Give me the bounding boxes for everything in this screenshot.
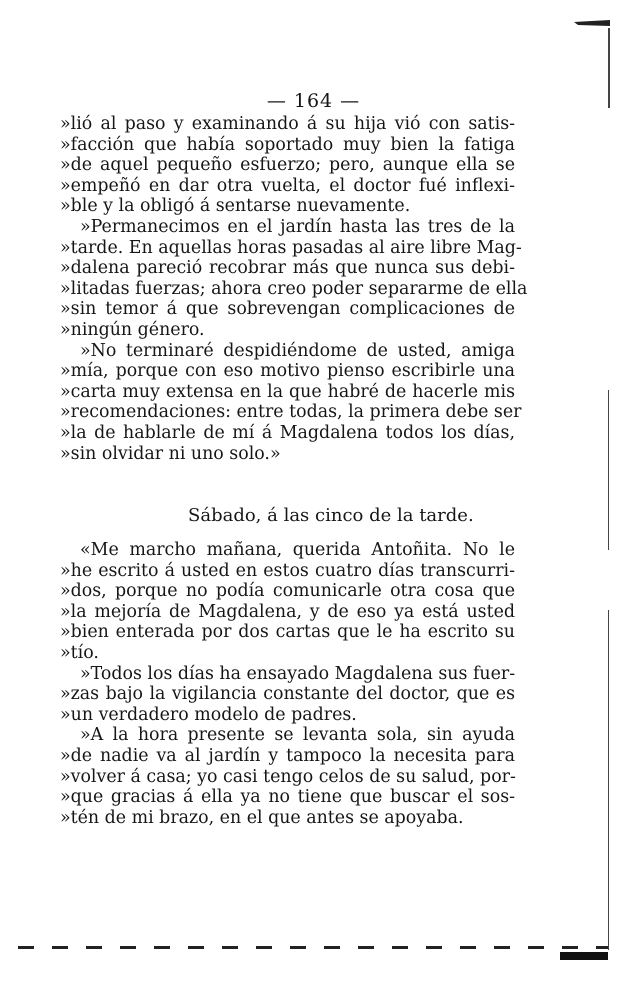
text-line: »tío.	[60, 642, 99, 663]
text-line: »empeñó en dar otra vuelta, el doctor fué inflexi-	[60, 175, 515, 196]
page-edge-corner	[574, 20, 610, 30]
text-line: »sin olvidar ni uno solo.»	[60, 443, 281, 464]
text-line: »tén de mi brazo, en el que antes se apoyaba.	[60, 807, 464, 828]
page-edge-line-middle	[608, 390, 609, 550]
text-line: »la de hablarle de mí á Magdalena todos los días,	[60, 422, 515, 443]
page-bottom-dashes	[18, 946, 608, 949]
text-line: »lió al paso y examinando á su hija vió con satis-	[60, 114, 515, 134]
text-line: »ningún género.	[60, 319, 205, 340]
text-line: »de nadie va al jardín y tampoco la necesita para	[60, 745, 515, 766]
text-line: »dos, porque no podía comunicarle otra cosa que	[60, 581, 515, 602]
page-number: — 164 —	[266, 90, 361, 112]
text-line: »la mejoría de Magdalena, y de eso ya está usted	[60, 601, 515, 622]
text-line: »un verdadero modelo de padres.	[60, 704, 357, 725]
text-line: »ble y la obligó á sentarse nuevamente.	[60, 196, 411, 217]
text-line: »litadas fuerzas; ahora creo poder separarme de ella	[60, 278, 528, 299]
page-bottom-edge-mark	[560, 952, 608, 960]
text-line: »Todos los días ha ensayado Magdalena sus fuer-	[80, 663, 516, 684]
text-line: »sin temor á que sobrevengan complicaciones de	[60, 299, 515, 320]
page-edge-line-lower	[608, 610, 609, 950]
text-line: »Permanecimos en el jardín hasta las tres de la	[80, 216, 515, 237]
text-line: »carta muy extensa en la que habré de hacerle mis	[60, 381, 515, 402]
text-line: »bien enterada por dos cartas que le ha escrito su	[60, 622, 515, 643]
text-line: »recomendaciones: entre todas, la primera debe ser	[60, 402, 522, 423]
section-heading: Sábado, á las cinco de la tarde.	[188, 505, 474, 526]
letter-section-1	[60, 114, 528, 464]
text-line: »que gracias á ella ya no tiene que buscar el sos-	[60, 787, 515, 808]
text-line: «Me marcho mañana, querida Antoñita. No le	[80, 540, 515, 560]
text-line: »A la hora presente se levanta sola, sin ayuda	[80, 725, 515, 746]
letter-section-2	[60, 540, 515, 828]
text-line: »zas bajo la vigilancia constante del doctor, que es	[60, 684, 515, 705]
text-line: »de aquel pequeño esfuerzo; pero, aunque ella se	[60, 155, 515, 176]
text-line: »No terminaré despidiéndome de usted, amiga	[80, 340, 515, 361]
text-line: »volver á casa; yo casi tengo celos de su salud, por-	[60, 766, 516, 787]
text-line: »tarde. En aquellas horas pasadas al aire libre Mag-	[60, 237, 522, 258]
text-line: »mía, porque con eso motivo pienso escribirle una	[60, 361, 515, 382]
text-line: »dalena pareció recobrar más que nunca sus debi-	[60, 258, 515, 279]
text-line: »he escrito á usted en estos cuatro días transcurri-	[60, 560, 515, 581]
page-edge-corner-stroke	[574, 20, 610, 26]
text-line: »facción que había soportado muy bien la fatiga	[60, 134, 515, 155]
